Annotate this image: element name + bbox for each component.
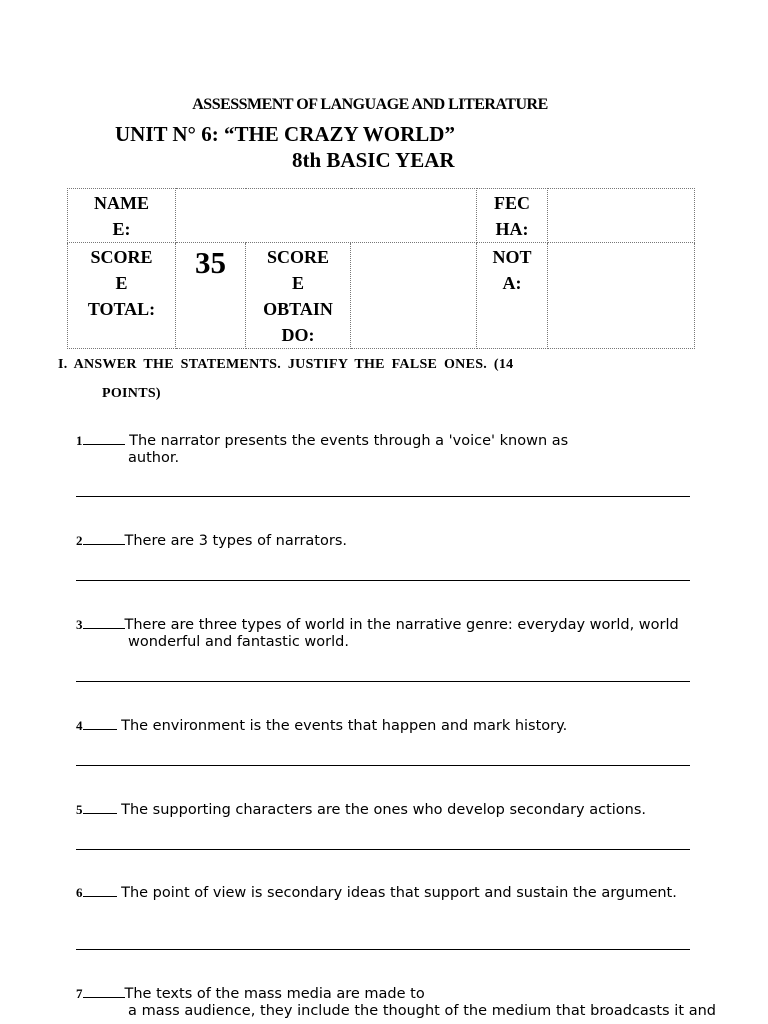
answer-line[interactable] bbox=[76, 949, 690, 950]
answer-line[interactable] bbox=[76, 496, 690, 497]
section-instructions-cont: POINTS) bbox=[102, 386, 161, 401]
answer-blank[interactable] bbox=[83, 532, 125, 545]
name-label-cont: E: bbox=[112, 219, 131, 239]
name-label-cell bbox=[68, 189, 176, 243]
question-number: 5 bbox=[76, 802, 83, 817]
question-6 bbox=[76, 884, 688, 902]
question-number: 4 bbox=[76, 718, 83, 733]
grade-field[interactable] bbox=[548, 243, 695, 349]
score-obtained-label-end: DO: bbox=[281, 325, 315, 345]
question-text: The texts of the mass media are made to bbox=[124, 986, 425, 1002]
score-total-label-cell bbox=[68, 243, 176, 349]
question-text: There are 3 types of narrators. bbox=[124, 533, 347, 549]
grade-year: 8th BASIC YEAR bbox=[292, 148, 455, 172]
question-number: 7 bbox=[76, 986, 83, 1001]
score-obtained-label-cont2: OBTAIN bbox=[263, 299, 333, 319]
question-text: The narrator presents the events through a 'voice' known as bbox=[129, 433, 569, 449]
answer-blank[interactable] bbox=[83, 616, 125, 629]
question-text: The environment is the events that happen and mark history. bbox=[121, 718, 568, 734]
question-1 bbox=[76, 432, 688, 467]
question-text-cont: wonderful and fantastic world. bbox=[128, 634, 349, 650]
date-field[interactable] bbox=[548, 189, 695, 243]
score-total-value: 35 bbox=[195, 245, 226, 280]
question-2 bbox=[76, 532, 688, 550]
score-total-value-cell bbox=[176, 243, 246, 349]
answer-line[interactable] bbox=[76, 765, 690, 766]
score-obtained-label: SCORE bbox=[266, 247, 329, 267]
assessment-title: ASSESSMENT OF LANGUAGE AND LITERATURE bbox=[192, 96, 548, 113]
question-number: 3 bbox=[76, 617, 83, 632]
date-label: FEC bbox=[494, 193, 531, 213]
answer-blank[interactable] bbox=[83, 432, 125, 445]
question-number: 6 bbox=[76, 885, 83, 900]
question-4 bbox=[76, 717, 688, 735]
question-text: The supporting characters are the ones who develop secondary actions. bbox=[121, 802, 647, 818]
name-label: NAME bbox=[94, 193, 149, 213]
question-number: 1 bbox=[76, 433, 83, 448]
unit-title: UNIT N° 6: “THE CRAZY WORLD” bbox=[115, 122, 455, 146]
question-text: There are three types of world in the narrative genre: everyday world, world bbox=[124, 617, 679, 633]
student-info-table bbox=[67, 188, 695, 349]
answer-line[interactable] bbox=[76, 681, 690, 682]
answer-blank[interactable] bbox=[83, 985, 125, 998]
date-label-cell bbox=[477, 189, 548, 243]
grade-label-cell bbox=[477, 243, 548, 349]
question-3 bbox=[76, 616, 688, 651]
answer-line[interactable] bbox=[76, 849, 690, 850]
date-label-cont: HA: bbox=[495, 219, 529, 239]
name-field[interactable] bbox=[176, 189, 477, 243]
section-instructions: I. ANSWER THE STATEMENTS. JUSTIFY THE FALSE ONES. (14 bbox=[58, 357, 514, 372]
score-total-label-cont: E bbox=[115, 273, 128, 293]
score-total-label: SCORE bbox=[90, 247, 153, 267]
score-obtained-label-cell bbox=[246, 243, 351, 349]
grade-label: NOT bbox=[492, 247, 532, 267]
score-total-label-end: TOTAL: bbox=[87, 299, 156, 319]
question-5 bbox=[76, 801, 688, 819]
question-text-cont: author. bbox=[128, 450, 180, 466]
grade-label-cont: A: bbox=[502, 273, 522, 293]
score-obtained-field[interactable] bbox=[351, 243, 477, 349]
answer-blank[interactable] bbox=[83, 801, 117, 814]
score-obtained-label-cont: E bbox=[291, 273, 304, 293]
question-text-cont: a mass audience, they include the thought of the medium that broadcasts it and bbox=[128, 1003, 716, 1019]
question-7 bbox=[76, 985, 716, 1020]
question-text: The point of view is secondary ideas that support and sustain the argument. bbox=[121, 885, 677, 901]
question-number: 2 bbox=[76, 533, 83, 548]
answer-blank[interactable] bbox=[83, 884, 117, 897]
answer-line[interactable] bbox=[76, 580, 690, 581]
answer-blank[interactable] bbox=[83, 717, 117, 730]
